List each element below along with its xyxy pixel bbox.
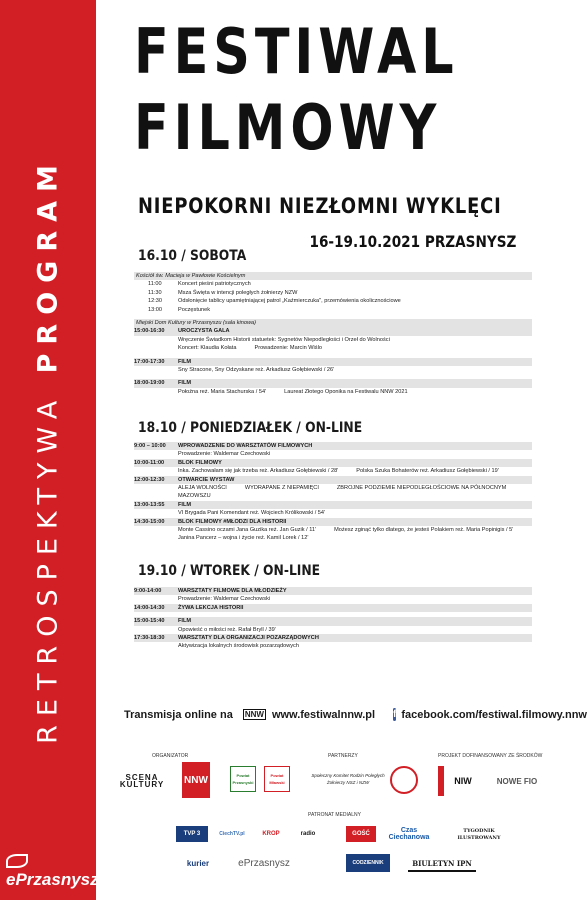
title-line-2: FILMOWY xyxy=(134,91,442,164)
facebook-link[interactable]: facebook.com/festiwal.filmowy.nnw xyxy=(401,708,587,721)
list-item: 9:00 – 10:00 WPROWADZENIE DO WARSZTATÓW FILMOWYCH xyxy=(134,442,532,450)
title-line-1: FESTIWAL xyxy=(134,15,459,88)
list-item: 14:00-14:30 ŻYWA LEKCJA HISTORII xyxy=(134,604,532,612)
krop-logo: KROP xyxy=(262,830,280,837)
item-detail: Janina Pancerz – wojna i życie reż. Kamil Lorek / 12' xyxy=(178,535,309,542)
list-item: 10:00-11:00 BLOK FILMOWY xyxy=(134,459,532,467)
item-detail: Aktywizacja lokalnych środowisk pozarządowych xyxy=(178,643,299,650)
powiat-przasnyski-logo: Powiat Przasnyski xyxy=(230,766,256,792)
list-item: 11:30 Msza Święta w intencji poległych żołnierzy NZW xyxy=(148,289,298,296)
list-item: 17:00-17:30 FILM xyxy=(134,358,532,366)
schedule-day-3 xyxy=(134,587,532,651)
niw-logo: NIW xyxy=(438,766,482,796)
item-detail: Inka. Zachowałam się jak trzeba reż. Arkadiusz Gołębiewski / 28' Polska Szuka Bohaterów reż. Arkadiusz Gołębiewski / 19' xyxy=(178,468,499,475)
ciechtv-logo: CiechTV.pl xyxy=(219,830,245,837)
venue: Miejski Dom Kultury w Przasnyszu (sala kinowa) xyxy=(134,319,532,327)
swirl-icon xyxy=(6,854,28,868)
nowe-fio-logo: NOWE FIO xyxy=(496,776,538,786)
dates: 16-19.10.2021 PRZASNYSZ xyxy=(309,232,516,251)
schedule-day-2 xyxy=(134,442,532,543)
czas-ciechanowa-logo: Czas Ciechanowa xyxy=(388,827,430,841)
gosc-logo: GOŚĆ xyxy=(346,826,376,842)
organizer-caption: ORGANIZATOR xyxy=(152,753,189,759)
day-heading: 16.10 / SOBOTA xyxy=(138,248,247,264)
day-heading: 18.10 / PONIEDZIAŁEK / ON-LINE xyxy=(138,420,363,436)
eagle-emblem-icon xyxy=(390,766,418,794)
list-item: 13:00 Poczęstunek xyxy=(148,306,211,313)
powiat-mlawski-logo: Powiat Mławski xyxy=(264,766,290,792)
item-detail: Koncert: Klaudia Kołata Prowadzenie: Marcin Wiślo xyxy=(178,345,322,352)
tygodnik-ilustrowany-logo: TYGODNIK ILUSTROWANY xyxy=(457,828,501,841)
nnw-badge-icon: NNW xyxy=(244,710,264,719)
spoleczny-komitet-logo: Społeczny Komitet Rodzin Poległych Żołnierzy NSZ i NZW xyxy=(311,773,385,785)
item-detail: Sny Stracone, Sny Odzyskane reż. Arkadiusz Gołębiewski / 26' xyxy=(178,367,335,374)
band-text-bold: PROGRAM xyxy=(32,156,64,374)
scena-kultury-logo: SCENA KULTURY xyxy=(119,773,165,789)
main-column xyxy=(108,0,587,900)
band-text-light: RETROSPEKTYWA xyxy=(32,391,64,744)
item-detail: Wręczenie Świadkom Historii statuetek: Sygnetów Niepodległości i Orzeł do Wolności xyxy=(178,336,390,343)
item-detail: Opowieść o miłości reż. Rafał Bryll / 39' xyxy=(178,626,276,633)
list-item: 15:00-16:30 UROCZYSTA GALA xyxy=(134,327,532,335)
facebook-icon: f xyxy=(393,709,397,720)
partners-caption: PARTNERZY xyxy=(328,753,358,759)
list-item: 11:00 Koncert pieśni patriotycznych xyxy=(148,281,251,288)
side-band xyxy=(0,0,99,900)
biuletyn-ipn-logo: BIULETYN IPN xyxy=(408,856,476,872)
item-detail: Monte Cassino oczami Jana Guzika reż. Jan Guzik / 11' Możesz zginąć tylko dlatego, że jesteś Polakiem reż. Maria Popinigis / 5' xyxy=(178,527,514,534)
codziennik-logo: CODZIENNIK xyxy=(346,854,390,872)
item-detail: VI Brygada Pani Komendant reż. Wojciech Królikowski / 54' xyxy=(178,510,326,517)
eprzasnysz-media-logo: ePrzasnysz xyxy=(238,857,290,869)
kurier-logo: kurier xyxy=(186,858,210,868)
list-item: 12:00-12:30 OTWARCIE WYSTAW xyxy=(134,476,532,484)
stream-label: Transmisja online na xyxy=(124,708,233,721)
item-detail: Prowadzenie: Waldemar Czechowski xyxy=(178,596,271,603)
list-item: 14:30-15:00 BLOK FILMOWY #MŁODZI DLA HISTORII xyxy=(134,518,532,526)
list-item: 9:00-14:00 WARSZTATY FILMOWE DLA MŁODZIEŻY xyxy=(134,587,532,595)
project-caption: PROJEKT DOFINANSOWANY ZE ŚRODKÓW xyxy=(438,753,543,759)
day-heading: 19.10 / WTOREK / ON-LINE xyxy=(138,563,321,579)
band-vertical-text xyxy=(33,156,64,744)
item-detail: ALEJA WOLNOŚCI WYDRAPANE Z NIEPAMIĘCI ZBROJNE PODZIEMIE NIEPODLEGŁOŚCIOWE NA PÓŁNOCNYM MAZOWSZU xyxy=(178,485,507,500)
radio-logo: radio xyxy=(300,830,316,837)
eprzasnysz-logo: ePrzasnysz xyxy=(6,850,99,890)
subtitle: NIEPOKORNI NIEZŁOMNI WYKLĘCI xyxy=(138,194,502,218)
item-detail: Prowadzenie: Waldemar Czechowski xyxy=(178,451,271,458)
tvp3-logo: TVP 3 xyxy=(176,826,208,842)
list-item: 13:00-13:55 FILM xyxy=(134,501,532,509)
list-item: 18:00-19:00 FILM xyxy=(134,379,532,387)
list-item: 12:30 Odsłonięcie tablicy upamiętniającej patrol „Kaźmierczuka", przemówienia okolicznościowe xyxy=(148,298,401,305)
media-caption: PATRONAT MEDIALNY xyxy=(308,812,361,818)
schedule-day-1 xyxy=(134,272,532,396)
nnw-logo: NNW xyxy=(182,762,210,798)
website-link[interactable]: www.festiwalnnw.pl xyxy=(271,708,376,721)
stream-info xyxy=(124,708,587,721)
item-detail: Połoźna reż. Maria Stachurska / 54' Laureat Złotego Oponika na Festiwalu NNW 2021 xyxy=(178,388,408,395)
list-item: 15:00-15:40 FILM xyxy=(134,617,532,625)
list-item: 17:30-18:30 WARSZTATY DLA ORGANIZACJI POZARZĄDOWYCH xyxy=(134,634,532,642)
venue: Kościół św. Macieja w Pawłowie Kościelnym xyxy=(134,272,532,280)
